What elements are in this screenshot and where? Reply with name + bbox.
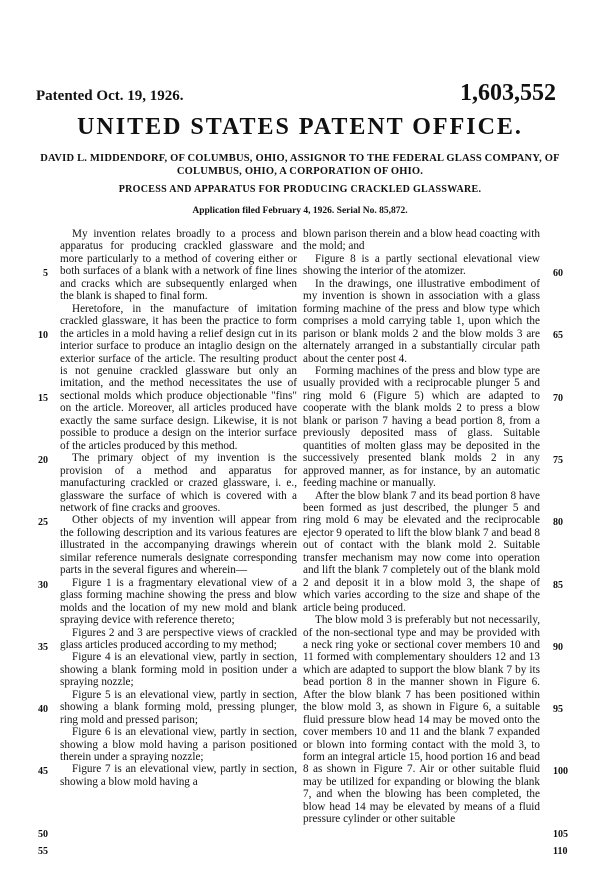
paragraph: Figure 5 is an elevational view, partly in section, showing a blank forming mold, pressing plunger, ring mold and pressed parison;	[60, 688, 297, 726]
line-number: 20	[38, 455, 48, 466]
application-line: Application filed February 4, 1926. Serial No. 85,872.	[192, 206, 408, 216]
line-number: 40	[38, 704, 48, 715]
line-number: 90	[553, 642, 563, 653]
paragraph: The blow mold 3 is preferably but not necessarily, of the non-sectional type and may be provided with a neck ring yoke or sectional cover members 10 and 11 formed with complementary shoulders 12 and 13 which are adapted to support the blow blank 7 by its bead portion 8 in the manner shown in Figure 6. After the blow blank 7 has been positioned within the blow mold 3, as shown in Figure 6, a suitable fluid pressure blow head 14 may be moved onto the cover members 10 and 11 and the blank 7 expanded or blown into forming contact with the mold 3, to form an integral article 15, hood portion 16 and bead 8 as shown in Figure 7. Air or other suitable fluid may be utilized for expanding or blowing the blank 7, and when the blowing has been completed, the blow head 14 may be elevated by means of a fluid pressure cylinder or other suitable	[303, 614, 540, 826]
paragraph: Figure 6 is an elevational view, partly in section, showing a blow mold having a parison positioned therein under a spraying nozzle;	[60, 726, 297, 764]
left-column	[60, 228, 297, 788]
paragraph: Forming machines of the press and blow type are usually provided with a reciprocable plunger 5 and ring mold 6 (Figure 5) which are adapted to cooperate with the blank molds 2 to press a blow blank or parison 7 having a bead portion 8, from a previously deposited mass of glass. Suitable quantities of molten glass may be deposited in the successively presented blank molds 2 in any approved manner, as for instance, by an automatic feeding machine or manually.	[303, 364, 540, 490]
line-number: 85	[553, 580, 563, 591]
line-number: 80	[553, 517, 563, 528]
line-number: 30	[38, 580, 48, 591]
line-number: 35	[38, 642, 48, 653]
paragraph: In the drawings, one illustrative embodiment of my invention is shown in association with a glass forming machine of the press and blow type which comprises a mold carrying table 1, upon which the parison or blank molds 2 and the blow molds 3 are alternately arranged in a substantially circular path about the center post 4.	[303, 277, 540, 365]
line-number: 70	[553, 393, 563, 404]
line-number: 25	[38, 517, 48, 528]
patent-number: 1,603,552	[460, 80, 556, 106]
paragraph: Figure 1 is a fragmentary elevational view of a glass forming machine showing the press and blow molds and the location of my new mold and blank spraying device with reference thereto;	[60, 576, 297, 627]
right-column	[303, 228, 540, 826]
line-number: 105	[553, 829, 568, 840]
office-title: UNITED STATES PATENT OFFICE.	[77, 114, 523, 140]
paragraph: Figure 8 is a partly sectional elevational view showing the interior of the atomizer.	[303, 252, 540, 278]
patent-date: Patented Oct. 19, 1926.	[36, 88, 184, 104]
paragraph: The primary object of my invention is the provision of a method and apparatus for manufacturing crackled or crazed glassware, i. e., glassware the surface of which is covered with a network of fine cracks and grooves.	[60, 452, 297, 514]
line-number: 55	[38, 846, 48, 857]
paragraph: Figure 4 is an elevational view, partly in section, showing a blank forming mold in position under a spraying nozzle;	[60, 651, 297, 689]
line-number: 65	[553, 330, 563, 341]
line-number: 95	[553, 704, 563, 715]
paragraph: Figures 2 and 3 are perspective views of crackled glass articles produced according to my method;	[60, 626, 297, 651]
paragraph: Figure 7 is an elevational view, partly in section, showing a blow mold having a	[60, 763, 297, 788]
paragraph: My invention relates broadly to a process and apparatus for producing crackled glassware and more particularly to a method of covering either or both surfaces of a blank with a network of fine lines and cracks which are subsequently enlarged when the blank is shaped to final form.	[60, 228, 297, 303]
line-number: 5	[43, 268, 48, 279]
patent-header	[36, 80, 556, 110]
paragraph: blown parison therein and a blow head coacting with the mold; and	[303, 228, 540, 253]
line-number: 110	[553, 846, 568, 857]
inventor-line: DAVID L. MIDDENDORF, OF COLUMBUS, OHIO, ASSIGNOR TO THE FEDERAL GLASS COMPANY, OF COLUMBUS, OHIO, A CORPORATION OF OHIO.	[40, 153, 560, 177]
line-number: 50	[38, 829, 48, 840]
paragraph: Heretofore, in the manufacture of imitation crackled glassware, it has been the practice to form the articles in a mold having a relief design cut in its interior surface to produce an intaglio design on the exterior surface of the article. The resulting product is not genuine crackled glassware but only an imitation, and the method necessitates the use of sectional molds which produce objectionable "fins" on the article. Moreover, all articles produced have exactly the same surface design. Likewise, it is not possible to produce a design on the interior surface of the articles produced by this method.	[60, 302, 297, 452]
line-number: 100	[553, 766, 568, 777]
line-number: 75	[553, 455, 563, 466]
line-number: 45	[38, 766, 48, 777]
line-number: 60	[553, 268, 563, 279]
paragraph: After the blow blank 7 and its bead portion 8 have been formed as just described, the plunger 5 and ring mold 6 may be elevated and the reciprocable ejector 9 operated to lift the blow blank 7 and bead 8 out of contact with the blank mold 2. Suitable transfer mechanism may now come into operation and lift the blank 7 completely out of the blank mold 2 and deposit it in a blow mold 3, the shape of which varies according to the size and shape of the article being produced.	[303, 489, 540, 614]
invention-title: PROCESS AND APPARATUS FOR PRODUCING CRACKLED GLASSWARE.	[118, 184, 482, 195]
line-number: 10	[38, 330, 48, 341]
paragraph: Other objects of my invention will appear from the following description and its various features are illustrated in the accompanying drawings wherein similar reference numerals designate corresponding parts in the several figures and wherein—	[60, 514, 297, 577]
line-number: 15	[38, 393, 48, 404]
